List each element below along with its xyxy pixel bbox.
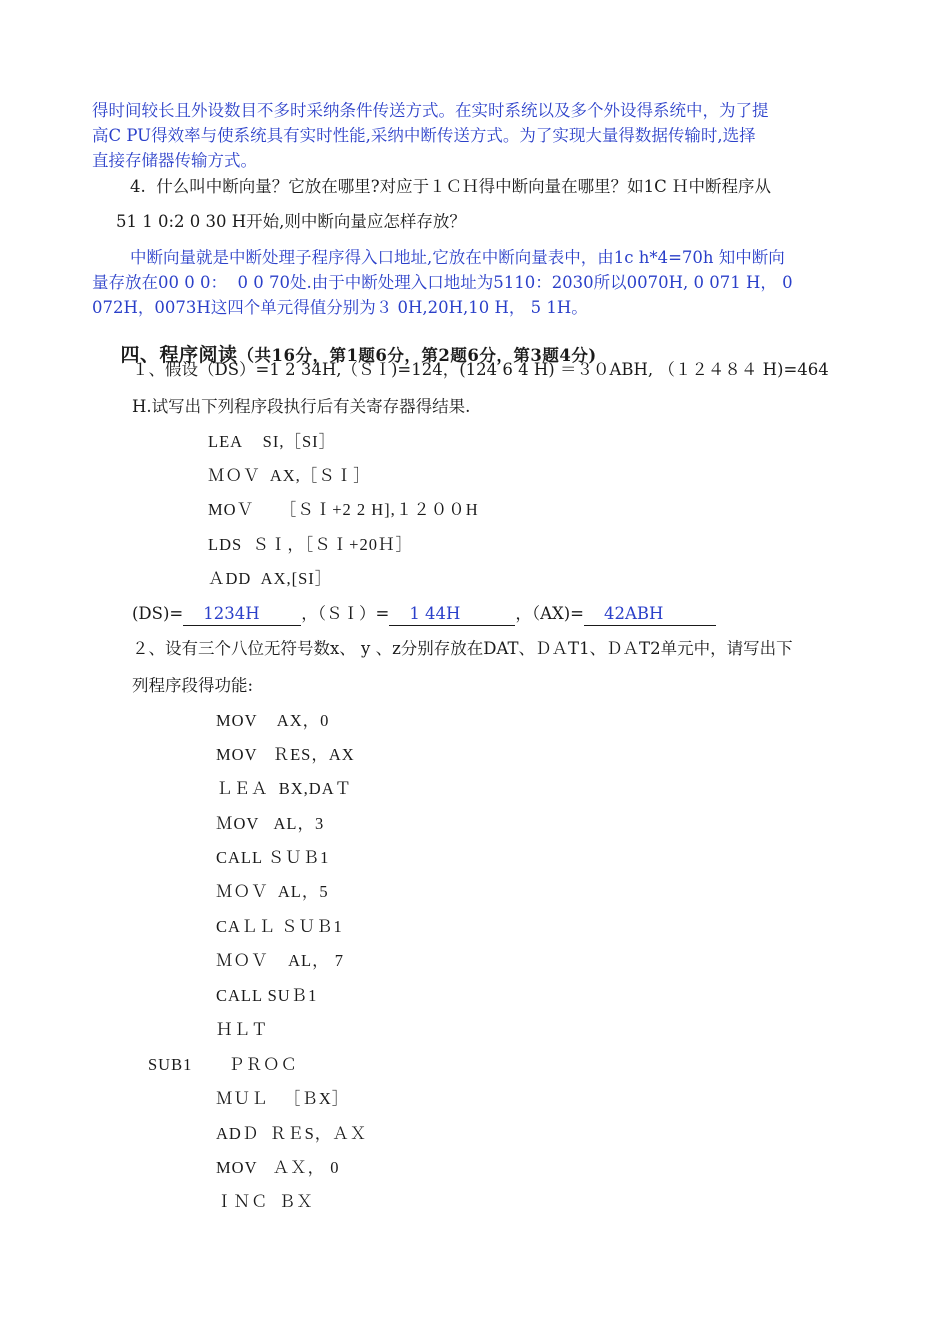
q2-code-line-4: ＭOV AL，3 xyxy=(216,814,325,833)
q2-code-line-7: CAＬＬ ＳＵＢ1 xyxy=(216,917,343,936)
answer3-line2: 高C PU得效率与使系统具有实时性能,采纳中断传送方式。为了实现大量得数据传输时,选择 xyxy=(92,126,756,145)
q1-code-line-5: ＡDD AX,[SI］ xyxy=(208,569,333,588)
q2-code-line-8: ＭＯＶ AL， 7 xyxy=(216,951,344,970)
q1-code-line-2: ＭＯＶ AX,［ＳＩ］ xyxy=(208,466,371,485)
ds-label: (DS)= xyxy=(132,604,184,623)
q1-answer-row xyxy=(132,603,716,626)
q2-line1: ２、设有三个八位无符号数x、 y 、z分别存放在DAT、ＤＡT1、ＤＡT2单元中，请写出下 xyxy=(132,639,793,658)
q2-code-line-3: ＬＥＡ BX,DAＴ xyxy=(216,779,353,798)
q1-code-line-4: LDS ＳＩ，［ＳＩ+20Ｈ］ xyxy=(208,535,413,554)
answer3-line3: 直接存储器传输方式。 xyxy=(92,151,257,170)
si-answer: 1 44H xyxy=(389,603,515,626)
section-title: 四、程序阅读 xyxy=(120,344,238,366)
question4-line2: 51 1 0:2 0 30 H开始,则中断向量应怎样存放？ xyxy=(116,212,466,231)
ax-label: ，（AX)= xyxy=(515,604,584,623)
answer4-line2: 量存放在00 0 0： 0 0 70处.由于中断处理入口地址为5110：2030所以0070H, 0 071 H， 0 xyxy=(92,273,793,292)
q2-code-line-6: ＭＯＶ AL，5 xyxy=(216,882,329,901)
sub1-code-line-1: ＭＵＬ ［ＢX］ xyxy=(216,1089,350,1108)
question4-line1: 4. 什么叫中断向量？它放在哪里?对应于１ＣＨ得中断向量在哪里？如1C Ｈ中断程序从 xyxy=(130,177,771,196)
si-label: ，（ＳＩ）= xyxy=(301,604,390,623)
q1-line1: １、假设（DS）=1 2 34H,（ＳＩ)=124，(124 6 4 H) ＝３０ABH, （１２４８４ H)=464 xyxy=(132,360,829,379)
q1-code-line-1: LEA SI,［SI］ xyxy=(208,432,337,451)
sub1-proc-label: SUB1 xyxy=(148,1055,193,1074)
answer4-line1: 中断向量就是中断处理子程序得入口地址,它放在中断向量表中，由1c h*4=70h 知中断向 xyxy=(130,248,785,267)
answer3-line1: 得时间较长且外设数目不多时采纳条件传送方式。在实时系统以及多个外设得系统中，为了提 xyxy=(92,101,769,120)
q2-line2: 列程序段得功能: xyxy=(132,676,254,695)
ax-answer: 42ABH xyxy=(584,603,716,626)
section-subtitle: （共16分，第1题6分，第2题6分，第3题4分) xyxy=(237,346,597,365)
sub1-code-line-3: MOV ＡＸ， 0 xyxy=(216,1158,340,1177)
q2-code-line-5: CALL ＳＵＢ1 xyxy=(216,848,330,867)
ds-answer: 1234H xyxy=(183,603,301,626)
sub1-code-line-4: ＩＮＣ ＢＸ xyxy=(216,1192,314,1211)
q2-code-line-1: MOV AX，0 xyxy=(216,711,330,730)
q1-line2: H.试写出下列程序段执行后有关寄存器得结果. xyxy=(132,397,471,416)
q2-code-line-9: CALL SUＢ1 xyxy=(216,986,318,1005)
sub1-code-line-2: ADＤ ＲＥS，ＡＸ xyxy=(216,1124,368,1143)
q1-code-line-3: MOＶ ［ＳＩ+2 2 H],１２００H xyxy=(208,500,479,519)
sub1-proc-keyword: ＰＲＯＣ xyxy=(228,1055,298,1074)
q2-code-line-2: MOV ＲES，AX xyxy=(216,745,355,764)
q2-code-line-10: ＨＬＴ xyxy=(216,1020,269,1039)
answer4-line3: 072H，0073H这四个单元得值分别为３ 0H,20H,10 H， 5 1H。 xyxy=(92,298,588,317)
